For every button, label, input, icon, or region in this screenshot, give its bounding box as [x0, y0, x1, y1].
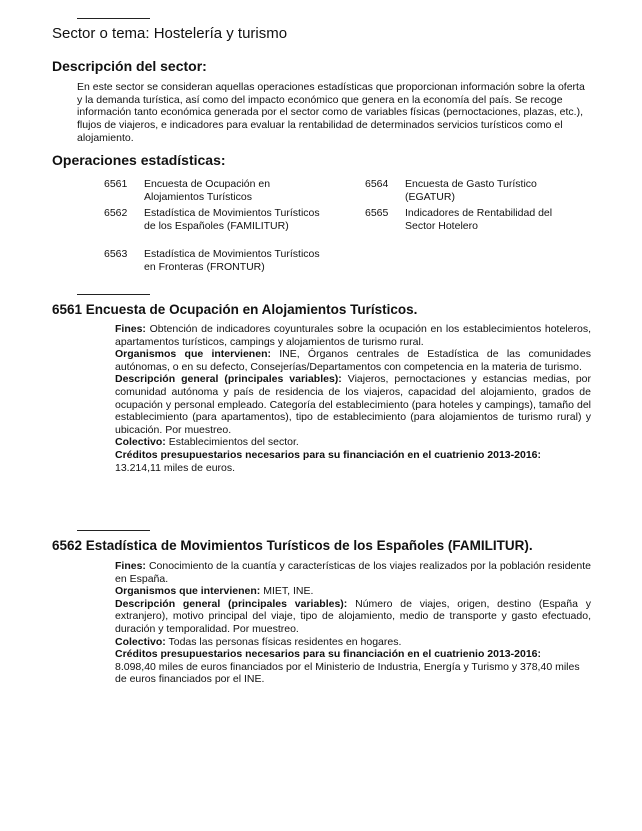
colectivo-text: Todas las personas físicas residentes en hogares. — [168, 635, 402, 648]
fines-text: Conocimiento de la cuantía y características de los viajes realizados por la población residente en España. — [115, 560, 591, 585]
colectivo-paragraph — [115, 436, 591, 449]
operation-name: Indicadores de Rentabilidad del Sector Hotelero — [405, 207, 553, 232]
descripcion-paragraph — [115, 373, 591, 436]
descripcion-text: Viajeros, pernoctaciones y estancias medias, por comunidad autónoma y país de residencia de los viajeros, capacidad del alojamiento, grados de ocupación y personal empleado. Categoría del establecimiento (para hoteles y campings), tamaño del establecimiento (para apartamentos), tipo de establecimiento (para alojamientos de turismo rural) y ubicación. Por muestreo. — [115, 373, 591, 436]
operation-item — [104, 248, 329, 273]
descripcion-text: Número de viajes, origen, destino (España y extranjero), motivo principal del viaje, tipo de alojamiento, medio de transporte y gasto efectuado, duración y temporalidad. Por muestreo. — [115, 597, 591, 635]
top-rule — [77, 18, 150, 19]
fines-text: Obtención de indicadores coyunturales sobre la ocupación en los establecimientos hoteleros, apartamentos turísticos, campings y alojamientos de turismo rural. — [115, 323, 591, 348]
operation-name: Encuesta de Gasto Turístico (EGATUR) — [405, 178, 537, 203]
section-body-6562 — [115, 560, 591, 686]
operation-name: Estadística de Movimientos Turísticos en Fronteras (FRONTUR) — [144, 248, 320, 273]
colectivo-paragraph — [115, 636, 591, 649]
operation-item — [365, 178, 575, 203]
operation-item — [104, 207, 329, 232]
creditos-label: Créditos presupuestarios necesarios para su financiación en el cuatrienio 2013-2016: — [115, 448, 541, 461]
sector-title: Sector o tema: Hostelería y turismo — [52, 25, 288, 42]
descripcion-label: Descripción general (principales variables): — [115, 597, 348, 610]
fines-label: Fines: — [115, 323, 146, 335]
organismos-text: MIET, INE. — [263, 585, 314, 598]
colectivo-label: Colectivo: — [115, 436, 166, 449]
operation-code: 6564 — [365, 178, 389, 190]
operation-name: Encuesta de Ocupación en Alojamientos Turísticos — [144, 178, 271, 203]
fines-label: Fines: — [115, 560, 146, 572]
operation-code: 6562 — [104, 207, 128, 219]
creditos-label: Créditos presupuestarios necesarios para su financiación en el cuatrienio 2013-2016: — [115, 648, 541, 661]
operations-heading: Operaciones estadísticas: — [52, 152, 226, 168]
organismos-label: Organismos que intervienen: — [115, 585, 261, 598]
operation-code: 6563 — [104, 248, 128, 260]
colectivo-text: Establecimientos del sector. — [168, 436, 299, 449]
creditos-text: 8.098,40 miles de euros financiados por el Ministerio de Industria, Energía y Turismo y 378,40 miles de euros financiados por el INE. — [115, 660, 580, 686]
description-text: En este sector se consideran aquellas operaciones estadísticas que proporcionan información sobre la oferta y la demanda turística, así como del impacto económico que genera en la economía del país. Se recoge información tanto económica generada por el sector como de variables físicas (pernoctaciones, plazas, etc.), flujos de viajeros, e indicadores para evaluar la rentabilidad de determinados servicios turísticos como el alojamiento. — [77, 81, 585, 144]
operation-item — [365, 207, 575, 232]
operation-code: 6561 — [104, 178, 128, 190]
creditos-text: 13.214,11 miles de euros. — [115, 461, 236, 474]
organismos-paragraph — [115, 348, 591, 373]
fines-paragraph — [115, 560, 591, 585]
colectivo-label: Colectivo: — [115, 635, 166, 648]
operation-name: Estadística de Movimientos Turísticos de los Españoles (FAMILITUR) — [144, 207, 320, 232]
organismos-label: Organismos que intervienen: — [115, 348, 271, 361]
operation-item — [104, 178, 329, 203]
section-title-6561: 6561 Encuesta de Ocupación en Alojamientos Turísticos. — [52, 302, 418, 317]
section-title-6562: 6562 Estadística de Movimientos Turísticos de los Españoles (FAMILITUR). — [52, 538, 533, 553]
fines-paragraph — [115, 323, 591, 348]
section-rule — [77, 294, 150, 295]
descripcion-paragraph — [115, 598, 591, 636]
operation-code: 6565 — [365, 207, 389, 219]
description-heading: Descripción del sector: — [52, 58, 207, 74]
organismos-paragraph — [115, 585, 591, 598]
organismos-text: INE, Órganos centrales de Estadística de las comunidades autónomas, o en su defecto, Consejerías/Departamentos con competencia en la materia de turismo. — [115, 348, 591, 373]
section-body-6561 — [115, 323, 591, 474]
section-rule — [77, 530, 150, 531]
descripcion-label: Descripción general (principales variables): — [115, 373, 342, 386]
